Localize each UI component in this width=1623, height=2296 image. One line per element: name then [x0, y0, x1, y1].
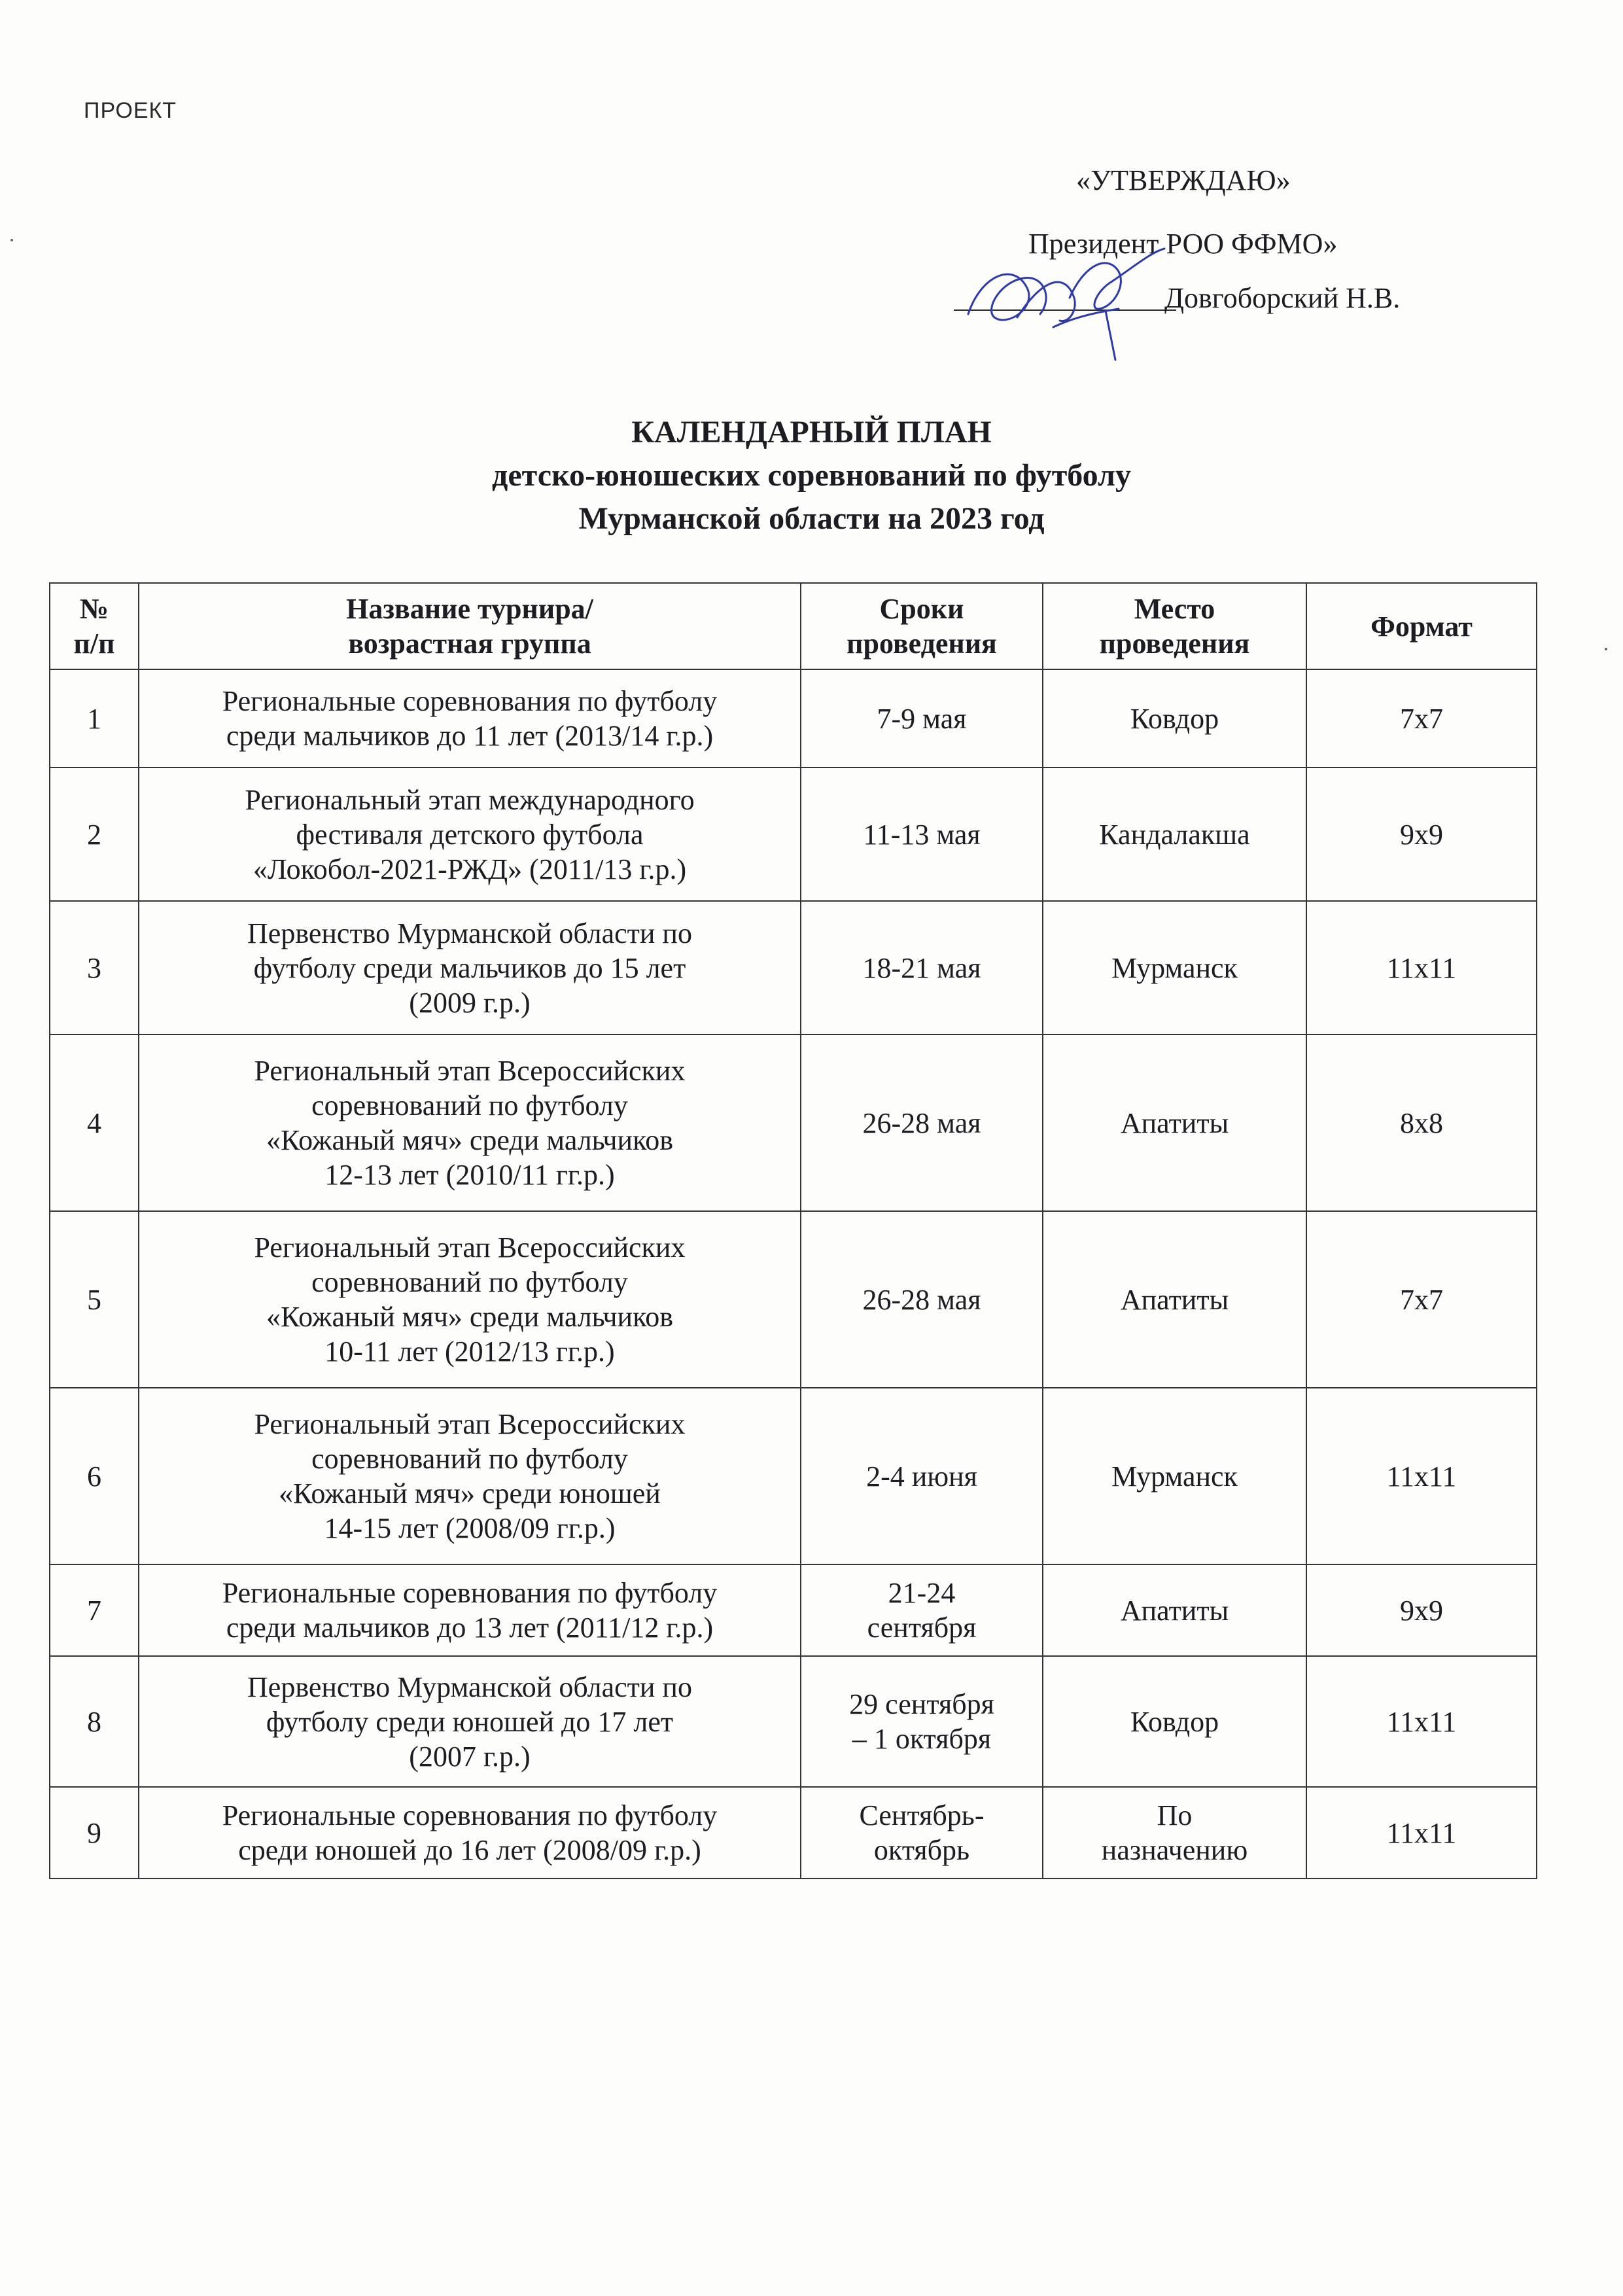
- table-row: [50, 1211, 1537, 1388]
- table-row: [50, 768, 1537, 901]
- title-line-3: Мурманской области на 2023 год: [578, 501, 1045, 536]
- tournament-dates: 2-4 июня: [801, 1388, 1043, 1564]
- tournament-name: Первенство Мурманской области по футболу среди мальчиков до 15 лет (2009 г.р.): [139, 901, 801, 1034]
- tournament-format: 9х9: [1306, 1564, 1537, 1656]
- table-row: [50, 1388, 1537, 1564]
- row-number: 1: [50, 669, 139, 768]
- tournament-place: По назначению: [1043, 1787, 1306, 1879]
- tournament-name: Региональный этап Всероссийских соревнований по футболу «Кожаный мяч» среди мальчиков 10-11 лет (2012/13 гг.р.): [139, 1211, 801, 1388]
- document-title: [0, 411, 1623, 540]
- row-number: 9: [50, 1787, 139, 1879]
- tournament-name: Первенство Мурманской области по футболу среди юношей до 17 лет (2007 г.р.): [139, 1656, 801, 1787]
- scan-speck: [1605, 648, 1607, 650]
- tournament-place: Апатиты: [1043, 1211, 1306, 1388]
- header-tournament-name: Название турнира/ возрастная группа: [139, 583, 801, 669]
- handwritten-signature: [955, 236, 1171, 366]
- tournament-place: Мурманск: [1043, 901, 1306, 1034]
- tournament-place: Апатиты: [1043, 1034, 1306, 1211]
- approval-heading: «УТВЕРЖДАЮ»: [1076, 164, 1291, 196]
- tournament-name: Региональные соревнования по футболу среди мальчиков до 11 лет (2013/14 г.р.): [139, 669, 801, 768]
- tournament-format: 11х11: [1306, 1787, 1537, 1879]
- draft-label: ПРОЕКТ: [84, 98, 177, 123]
- tournament-dates: 26-28 мая: [801, 1211, 1043, 1388]
- row-number: 3: [50, 901, 139, 1034]
- row-number: 4: [50, 1034, 139, 1211]
- title-line-2: детско-юношеских соревнований по футболу: [492, 458, 1131, 493]
- tournament-name: Региональный этап международного фестиваля детского футбола «Локобол-2021-РЖД» (2011/13 г.р.): [139, 768, 801, 901]
- tournament-format: 7х7: [1306, 669, 1537, 768]
- tournament-format: 11х11: [1306, 1656, 1537, 1787]
- tournament-dates: 11-13 мая: [801, 768, 1043, 901]
- tournament-dates: Сентябрь- октябрь: [801, 1787, 1043, 1879]
- approver-name: Довгоборский Н.В.: [1164, 282, 1401, 314]
- header-dates: Сроки проведения: [801, 583, 1043, 669]
- tournament-dates: 7-9 мая: [801, 669, 1043, 768]
- tournament-dates: 21-24 сентября: [801, 1564, 1043, 1656]
- row-number: 8: [50, 1656, 139, 1787]
- table-body: [50, 669, 1537, 1879]
- tournament-place: Мурманск: [1043, 1388, 1306, 1564]
- table-row: [50, 1787, 1537, 1879]
- tournament-place: Кандалакша: [1043, 768, 1306, 901]
- tournament-name: Региональный этап Всероссийских соревнований по футболу «Кожаный мяч» среди юношей 14-15 лет (2008/09 гг.р.): [139, 1388, 801, 1564]
- tournament-name: Региональный этап Всероссийских соревнований по футболу «Кожаный мяч» среди мальчиков 12-13 лет (2010/11 гг.р.): [139, 1034, 801, 1211]
- approver-position: Президент РОО ФФМО»: [1028, 228, 1338, 260]
- table-row: [50, 1564, 1537, 1656]
- header-place: Место проведения: [1043, 583, 1306, 669]
- tournament-name: Региональные соревнования по футболу среди мальчиков до 13 лет (2011/12 г.р.): [139, 1564, 801, 1656]
- table-header-row: [50, 583, 1537, 669]
- tournament-format: 9х9: [1306, 768, 1537, 901]
- tournament-place: Ковдор: [1043, 1656, 1306, 1787]
- header-format: Формат: [1306, 583, 1537, 669]
- title-line-1: КАЛЕНДАРНЫЙ ПЛАН: [631, 415, 992, 450]
- tournament-format: 11х11: [1306, 901, 1537, 1034]
- table-row: [50, 1656, 1537, 1787]
- table-row: [50, 901, 1537, 1034]
- table-row: [50, 1034, 1537, 1211]
- tournament-place: Ковдор: [1043, 669, 1306, 768]
- tournament-dates: 29 сентября – 1 октября: [801, 1656, 1043, 1787]
- tournament-format: 8х8: [1306, 1034, 1537, 1211]
- row-number: 6: [50, 1388, 139, 1564]
- tournament-format: 7х7: [1306, 1211, 1537, 1388]
- scan-speck: [10, 239, 13, 241]
- tournament-dates: 18-21 мая: [801, 901, 1043, 1034]
- tournament-name: Региональные соревнования по футболу среди юношей до 16 лет (2008/09 г.р.): [139, 1787, 801, 1879]
- competition-calendar-table: [49, 582, 1537, 1879]
- tournament-dates: 26-28 мая: [801, 1034, 1043, 1211]
- tournament-format: 11х11: [1306, 1388, 1537, 1564]
- row-number: 2: [50, 768, 139, 901]
- table-row: [50, 669, 1537, 768]
- tournament-place: Апатиты: [1043, 1564, 1306, 1656]
- row-number: 5: [50, 1211, 139, 1388]
- header-number: № п/п: [50, 583, 139, 669]
- row-number: 7: [50, 1564, 139, 1656]
